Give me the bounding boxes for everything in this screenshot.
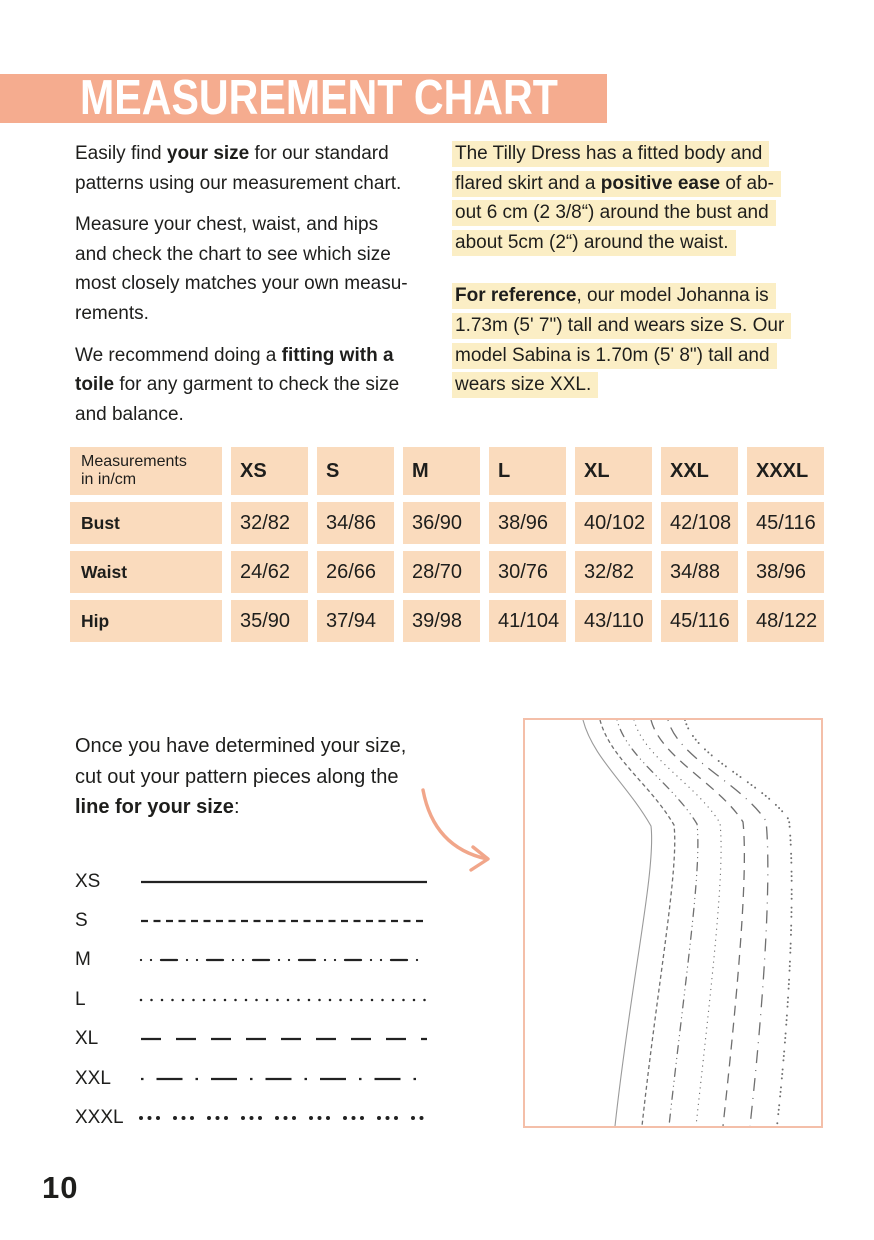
legend-row-m bbox=[75, 941, 455, 980]
table-cell-hip-xs: 35/90 bbox=[231, 600, 308, 642]
table-cell-waist-xl: 32/82 bbox=[575, 551, 652, 593]
pattern-cut-line-l bbox=[634, 720, 721, 1126]
pattern-cut-lines bbox=[525, 720, 821, 1126]
bold-text: For reference bbox=[455, 285, 577, 307]
highlight bbox=[452, 372, 598, 398]
legend-size-label: XXL bbox=[75, 1067, 111, 1089]
size-line-sample-xxxl bbox=[138, 1112, 430, 1124]
bold-text: positive ease bbox=[600, 172, 721, 194]
text-line bbox=[75, 731, 406, 762]
size-line-sample-l bbox=[138, 994, 430, 1006]
text-line bbox=[75, 269, 445, 299]
table-cell-bust-xxxl: 45/116 bbox=[747, 502, 824, 544]
bold-text: fitting with a bbox=[281, 344, 394, 366]
text-line bbox=[75, 341, 445, 371]
text-line bbox=[452, 341, 812, 371]
text-line bbox=[75, 139, 445, 169]
table-size-header-s: S bbox=[317, 447, 394, 495]
text: cut out your pattern pieces along the bbox=[75, 765, 399, 788]
text: wears size XXL. bbox=[455, 374, 592, 396]
size-line-sample-m bbox=[138, 954, 430, 966]
text: model Sabina is 1.70m (5' 8") tall and bbox=[455, 344, 770, 366]
table-cell-waist-s: 26/66 bbox=[317, 551, 394, 593]
text: about 5cm (2“) around the waist. bbox=[455, 231, 729, 253]
table-size-header-xxxl: XXXL bbox=[747, 447, 824, 495]
text-line bbox=[452, 281, 812, 311]
paragraph bbox=[75, 210, 445, 328]
text-line bbox=[75, 792, 406, 823]
text: most closely matches your own measu- bbox=[75, 273, 408, 295]
size-line-sample-xxl bbox=[138, 1073, 430, 1085]
table-size-header-m: M bbox=[403, 447, 480, 495]
table-cell-hip-l: 41/104 bbox=[489, 600, 566, 642]
table-cell-bust-xxl: 42/108 bbox=[661, 502, 738, 544]
text: flared skirt and a bbox=[455, 172, 601, 194]
table-cell-hip-m: 39/98 bbox=[403, 600, 480, 642]
legend-size-label: S bbox=[75, 910, 88, 932]
pattern-cut-line-xl bbox=[651, 720, 744, 1126]
text: 1.73m (5' 7") tall and wears size S. Our bbox=[455, 314, 785, 336]
table-size-header-l: L bbox=[489, 447, 566, 495]
highlight bbox=[452, 141, 769, 167]
highlight bbox=[452, 313, 791, 339]
text: , our model Johanna is bbox=[576, 285, 769, 307]
size-line-sample-s bbox=[138, 915, 430, 927]
legend-row-xs bbox=[75, 862, 455, 901]
text: and balance. bbox=[75, 403, 184, 425]
bold-text: toile bbox=[75, 374, 115, 396]
text: We recommend doing a bbox=[75, 344, 282, 366]
table-cell-waist-xs: 24/62 bbox=[231, 551, 308, 593]
text-line bbox=[75, 370, 445, 400]
intro-left-column bbox=[75, 139, 445, 441]
bold-text: your size bbox=[166, 143, 250, 164]
table-size-header-xxl: XXL bbox=[661, 447, 738, 495]
table-cell-bust-xs: 32/82 bbox=[231, 502, 308, 544]
text: rements. bbox=[75, 302, 149, 324]
text-line bbox=[452, 198, 812, 228]
highlight bbox=[452, 343, 777, 369]
table-row-label-hip: Hip bbox=[70, 600, 222, 642]
highlight bbox=[452, 171, 781, 197]
text-line bbox=[75, 240, 445, 270]
table-cell-waist-l: 30/76 bbox=[489, 551, 566, 593]
legend-row-xxl bbox=[75, 1059, 455, 1098]
legend-size-label: XXXL bbox=[75, 1107, 124, 1129]
bold-text: line for your size bbox=[75, 796, 234, 818]
pattern-cut-line-m bbox=[617, 720, 698, 1126]
table-cell-waist-xxl: 34/88 bbox=[661, 551, 738, 593]
text: Once you have determined your size, bbox=[75, 735, 407, 757]
text-line bbox=[452, 370, 812, 400]
text: : bbox=[233, 796, 240, 818]
legend-size-label: XL bbox=[75, 1028, 99, 1050]
pattern-cut-line-xxxl bbox=[685, 720, 792, 1126]
table-cell-bust-m: 36/90 bbox=[403, 502, 480, 544]
highlight bbox=[452, 230, 736, 256]
size-line-sample-xs bbox=[138, 876, 430, 888]
table-size-header-xs: XS bbox=[231, 447, 308, 495]
legend-size-label: L bbox=[75, 988, 86, 1010]
text: for our standard bbox=[249, 143, 389, 164]
text-line bbox=[452, 311, 812, 341]
pattern-cut-line-xs bbox=[583, 720, 652, 1126]
page-number: 10 bbox=[42, 1170, 79, 1205]
text-line bbox=[75, 169, 445, 199]
table-cell-bust-l: 38/96 bbox=[489, 502, 566, 544]
table-size-header-xl: XL bbox=[575, 447, 652, 495]
text-line bbox=[452, 139, 812, 169]
size-line-legend bbox=[75, 862, 455, 1138]
table-cell-bust-xl: 40/102 bbox=[575, 502, 652, 544]
table-cell-hip-xxl: 45/116 bbox=[661, 600, 738, 642]
table-header-measurements: Measurements in in/cm bbox=[70, 447, 222, 495]
text: Easily find bbox=[75, 143, 167, 164]
text: patterns using our measurement chart. bbox=[75, 172, 402, 194]
text-line bbox=[75, 210, 445, 240]
highlight bbox=[452, 283, 776, 309]
highlight bbox=[452, 200, 776, 226]
cutting-instructions bbox=[75, 731, 406, 823]
legend-row-s bbox=[75, 901, 455, 940]
table-cell-hip-s: 37/94 bbox=[317, 600, 394, 642]
text-line bbox=[452, 169, 812, 199]
paragraph bbox=[75, 139, 445, 198]
measurement-table bbox=[70, 447, 824, 642]
text: for any garment to check the size bbox=[114, 374, 400, 396]
intro-right-column bbox=[452, 139, 812, 424]
table-cell-bust-s: 34/86 bbox=[317, 502, 394, 544]
legend-size-label: M bbox=[75, 949, 91, 971]
legend-size-label: XS bbox=[75, 870, 101, 892]
table-cell-waist-m: 28/70 bbox=[403, 551, 480, 593]
paragraph bbox=[75, 731, 406, 823]
text: and check the chart to see which size bbox=[75, 243, 391, 265]
text-line bbox=[75, 299, 445, 329]
text-line bbox=[452, 228, 812, 258]
text: The Tilly Dress has a fitted body and bbox=[455, 143, 763, 164]
paragraph bbox=[452, 139, 812, 257]
table-cell-waist-xxxl: 38/96 bbox=[747, 551, 824, 593]
text: out 6 cm (2 3/8“) around the bust and bbox=[455, 202, 769, 224]
legend-row-xxxl bbox=[75, 1098, 455, 1137]
text-line bbox=[75, 762, 406, 793]
pattern-cut-line-s bbox=[600, 720, 675, 1126]
page-title: MEASUREMENT CHART bbox=[80, 71, 558, 125]
pattern-illustration bbox=[523, 718, 823, 1128]
text-line bbox=[75, 400, 445, 430]
legend-row-xl bbox=[75, 1020, 455, 1059]
paragraph bbox=[75, 341, 445, 430]
paragraph bbox=[452, 281, 812, 399]
text: of ab- bbox=[720, 172, 774, 194]
table-row-label-bust: Bust bbox=[70, 502, 222, 544]
table-cell-hip-xxxl: 48/122 bbox=[747, 600, 824, 642]
text: Measure your chest, waist, and hips bbox=[75, 214, 379, 236]
curved-arrow-icon bbox=[406, 766, 506, 876]
size-line-sample-xl bbox=[138, 1033, 430, 1045]
table-row-label-waist: Waist bbox=[70, 551, 222, 593]
pattern-cut-line-xxl bbox=[668, 720, 768, 1126]
table-cell-hip-xl: 43/110 bbox=[575, 600, 652, 642]
legend-row-l bbox=[75, 980, 455, 1019]
title-band bbox=[0, 71, 607, 125]
